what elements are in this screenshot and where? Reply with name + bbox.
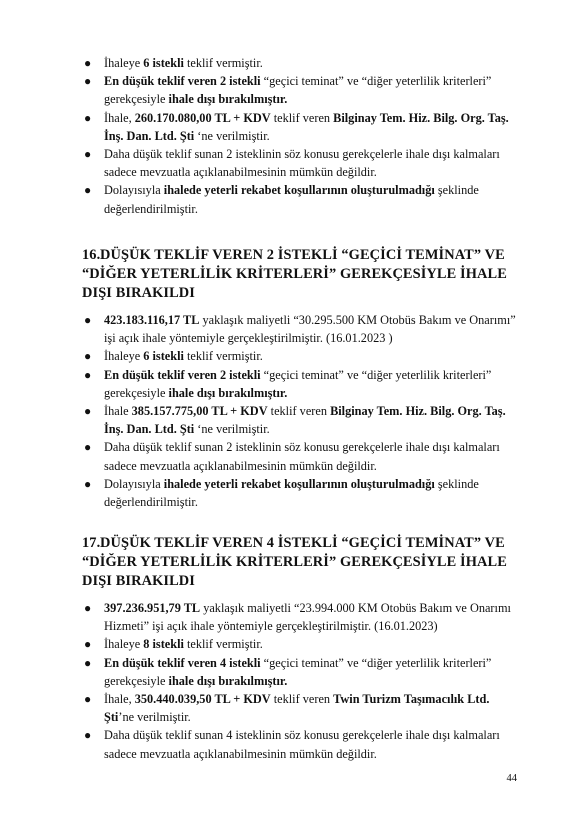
text-run: “geçici teminat” ve “diğer yeterlilik kriterleri” gerekçesiyle xyxy=(104,74,492,107)
bold-text: 397.236.951,79 TL xyxy=(104,601,201,615)
list-item xyxy=(82,599,517,635)
bullet-icon: ● xyxy=(84,728,92,743)
text-run: “geçici teminat” ve “diğer yeterlilik kriterleri” gerekçesiyle xyxy=(104,367,492,400)
bold-text: ihalede yeterli rekabet koşullarının oluşturulmadığı xyxy=(163,476,435,491)
list-item xyxy=(82,72,517,108)
section-17 xyxy=(0,534,579,763)
text-run: İhaleye xyxy=(104,637,144,652)
bullet-list xyxy=(0,54,579,218)
bullet-icon: ● xyxy=(84,313,92,327)
bold-text: En düşük teklif veren 4 istekli xyxy=(104,655,261,670)
text-run: şeklinde değerlendirilmiştir. xyxy=(104,183,479,216)
text-run: ‘ne verilmiştir. xyxy=(194,422,270,437)
bullet-icon: ● xyxy=(84,476,92,491)
text-run: İhaleye xyxy=(104,349,144,364)
section-title: DÜŞÜK TEKLİF VEREN 4 İSTEKLİ “GEÇİCİ TEMİNAT” VE “DİĞER YETERLİLİK KRİTERLERİ” GEREKÇESİYLE İHALE DIŞI BIRAKILDI xyxy=(82,535,507,589)
list-item xyxy=(82,690,517,726)
bold-text: ihale dışı bırakılmıştır. xyxy=(168,673,288,688)
text-run: yaklaşık maliyetli “23.994.000 KM Otobüs Bakım ve Onarımı Hizmeti” işi açık ihale yöntemiyle gerçekleştirilmiştir. (16.01.2023) xyxy=(104,601,511,634)
list-item xyxy=(82,109,517,145)
bold-text: ihale dışı bırakılmıştır. xyxy=(168,92,288,107)
bold-text: En düşük teklif veren 2 istekli xyxy=(104,74,261,89)
intro-bullets xyxy=(0,54,579,218)
bold-text: ihalede yeterli rekabet koşullarının oluşturulmadığı xyxy=(163,183,435,198)
bullet-list xyxy=(0,599,579,763)
bullet-icon: ● xyxy=(84,349,92,364)
text-run: teklif veren xyxy=(270,110,334,125)
list-item xyxy=(82,181,517,217)
list-item xyxy=(82,311,517,347)
bullet-icon: ● xyxy=(84,110,92,125)
bullet-icon: ● xyxy=(84,440,92,455)
bold-text: 6 istekli xyxy=(143,56,184,70)
list-item xyxy=(82,54,517,72)
bold-text: Bilginay Tem. Hiz. Bilg. Org. Taş. İnş. Dan. Ltd. Şti xyxy=(104,110,509,143)
bold-text: 385.157.775,00 TL + KDV xyxy=(131,404,268,419)
bold-text: Twin Turizm Taşımacılık Ltd. Şti xyxy=(104,692,490,725)
list-item xyxy=(82,402,517,438)
list-item xyxy=(82,635,517,653)
bold-text: En düşük teklif veren 2 istekli xyxy=(104,367,261,382)
bullet-list xyxy=(0,311,579,511)
section-number: 16. xyxy=(82,247,101,263)
list-item xyxy=(82,726,517,762)
bullet-icon: ● xyxy=(84,147,92,162)
text-run: Daha düşük teklif sunan 2 isteklinin söz konusu gerekçelerle ihale dışı kalmaları sadece mevzuatla açıklanabilmesinin mümkün değildir. xyxy=(104,147,500,180)
bullet-icon: ● xyxy=(84,655,92,670)
text-run: ‘ne verilmiştir. xyxy=(194,128,270,143)
bullet-icon: ● xyxy=(84,74,92,89)
bold-text: Bilginay Tem. Hiz. Bilg. Org. Taş. İnş. Dan. Ltd. Şti xyxy=(104,404,506,437)
text-run: şeklinde değerlendirilmiştir. xyxy=(104,476,479,510)
text-run: yaklaşık maliyetli “30.295.500 KM Otobüs Bakım ve Onarımı” işi açık ihale yöntemiyle gerçekleştirilmiştir. (16.01.2023 ) xyxy=(104,313,516,346)
bold-text: 8 istekli xyxy=(143,637,184,652)
bullet-icon: ● xyxy=(84,692,92,707)
list-item xyxy=(82,366,517,402)
list-item xyxy=(82,654,517,690)
list-item xyxy=(82,438,517,474)
list-item xyxy=(82,347,517,365)
text-run: ’ne verilmiştir. xyxy=(118,710,191,725)
section-heading xyxy=(82,246,519,303)
text-run: Dolayısıyla xyxy=(104,183,164,198)
text-run: İhale xyxy=(104,404,132,419)
section-number: 17. xyxy=(82,535,101,551)
text-run: Dolayısıyla xyxy=(104,476,164,491)
bullet-icon: ● xyxy=(84,367,92,382)
page-number: 44 xyxy=(506,773,517,784)
text-run: teklif vermiştir. xyxy=(183,349,263,364)
bullet-icon: ● xyxy=(84,404,92,419)
bullet-icon: ● xyxy=(84,56,92,70)
text-run: “geçici teminat” ve “diğer yeterlilik kriterleri” gerekçesiyle xyxy=(104,655,492,688)
text-run: teklif veren xyxy=(267,404,331,419)
section-16 xyxy=(0,246,579,511)
list-item xyxy=(82,145,517,181)
text-run: teklif vermiştir. xyxy=(183,56,263,70)
text-run: İhale, xyxy=(104,692,135,707)
bold-text: 423.183.116,17 TL xyxy=(104,313,200,327)
text-run: teklif vermiştir. xyxy=(183,637,263,652)
text-run: teklif veren xyxy=(270,692,334,707)
bold-text: 6 istekli xyxy=(143,349,184,364)
text-run: İhaleye xyxy=(104,56,144,70)
bullet-icon: ● xyxy=(84,637,92,652)
text-run: İhale, xyxy=(104,110,135,125)
bold-text: 260.170.080,00 TL + KDV xyxy=(134,110,271,125)
bold-text: 350.440.039,50 TL + KDV xyxy=(134,692,271,707)
section-title: DÜŞÜK TEKLİF VEREN 2 İSTEKLİ “GEÇİCİ TEMİNAT” VE “DİĞER YETERLİLİK KRİTERLERİ” GEREKÇESİYLE İHALE DIŞI BIRAKILDI xyxy=(82,247,507,301)
text-run: Daha düşük teklif sunan 4 isteklinin söz konusu gerekçelerle ihale dışı kalmaları sadece mevzuatla açıklanabilmesinin mümkün değildir. xyxy=(104,728,500,761)
list-item xyxy=(82,475,517,511)
section-heading xyxy=(82,534,519,591)
bullet-icon: ● xyxy=(84,601,92,615)
text-run: Daha düşük teklif sunan 2 isteklinin söz konusu gerekçelerle ihale dışı kalmaları sadece mevzuatla açıklanabilmesinin mümkün değildir. xyxy=(104,440,500,473)
bold-text: ihale dışı bırakılmıştır. xyxy=(168,385,288,400)
bullet-icon: ● xyxy=(84,183,92,198)
